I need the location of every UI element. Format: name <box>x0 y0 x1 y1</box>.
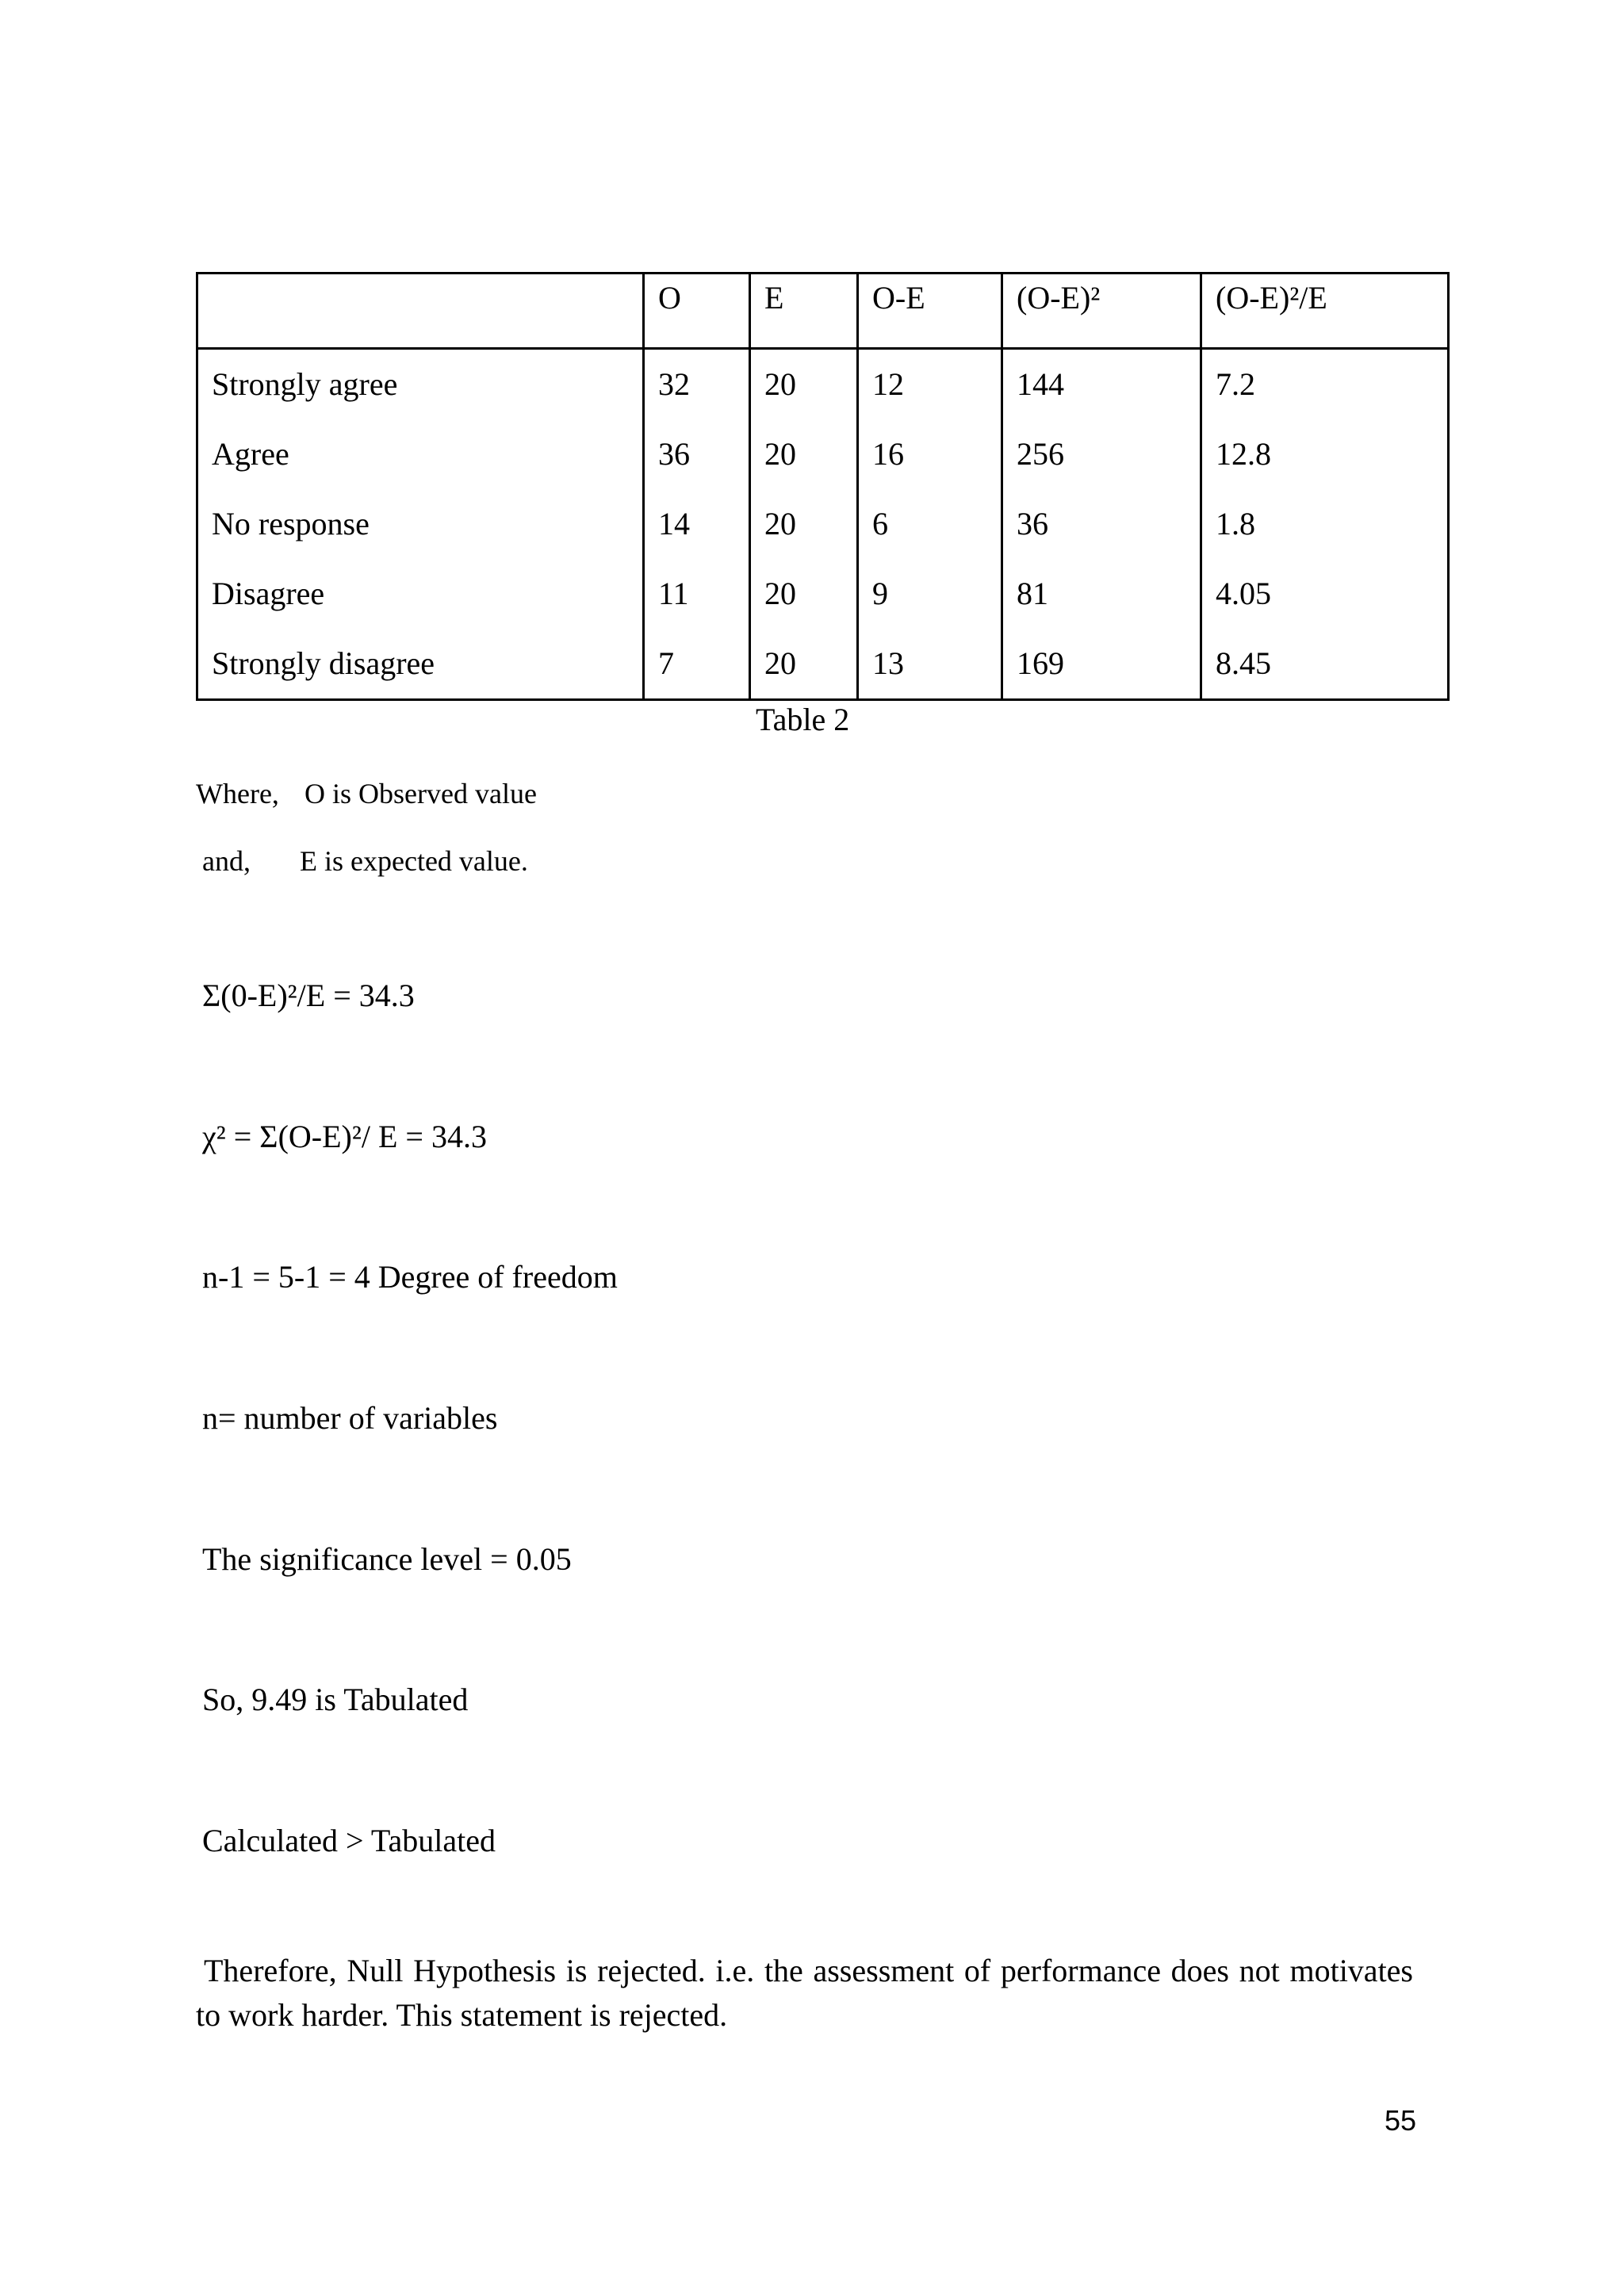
header-difference: O-E <box>858 274 1002 349</box>
tabulated-value: So, 9.49 is Tabulated <box>202 1682 469 1717</box>
cell-expected: 20 <box>750 489 858 559</box>
cell-chi-component: 4.05 <box>1201 559 1449 629</box>
cell-difference: 9 <box>858 559 1002 629</box>
table-header-row <box>197 274 1449 349</box>
table-row <box>197 629 1449 700</box>
cell-chi-component: 7.2 <box>1201 349 1449 420</box>
cell-chi-component: 12.8 <box>1201 419 1449 489</box>
degrees-of-freedom: n-1 = 5-1 = 4 Degree of freedom <box>202 1259 618 1295</box>
row-label: Disagree <box>197 559 644 629</box>
variable-definition: n= number of variables <box>202 1400 498 1436</box>
cell-difference: 13 <box>858 629 1002 700</box>
page-number: 55 <box>1385 2104 1417 2137</box>
cell-difference-squared: 169 <box>1002 629 1201 700</box>
legend-and-prefix: and, <box>202 845 251 877</box>
header-difference-squared: (O-E)² <box>1002 274 1201 349</box>
row-label: No response <box>197 489 644 559</box>
row-label: Strongly agree <box>197 349 644 420</box>
table-row <box>197 559 1449 629</box>
cell-observed: 36 <box>644 419 750 489</box>
cell-observed: 14 <box>644 489 750 559</box>
cell-chi-component: 1.8 <box>1201 489 1449 559</box>
cell-difference: 12 <box>858 349 1002 420</box>
cell-observed: 7 <box>644 629 750 700</box>
chi-square-table <box>196 272 1450 701</box>
conclusion-text: Therefore, Null Hypothesis is rejected. i.e. the assessment of performance does not motivates to work harder. This statement is rejected. <box>196 1953 1413 2033</box>
legend-expected: E is expected value. <box>300 845 528 877</box>
cell-difference-squared: 144 <box>1002 349 1201 420</box>
cell-chi-component: 8.45 <box>1201 629 1449 700</box>
cell-observed: 11 <box>644 559 750 629</box>
legend-where-prefix: Where, <box>196 778 279 809</box>
cell-difference: 16 <box>858 419 1002 489</box>
conclusion-paragraph <box>196 1949 1413 2038</box>
cell-expected: 20 <box>750 559 858 629</box>
cell-observed: 32 <box>644 349 750 420</box>
cell-difference-squared: 81 <box>1002 559 1201 629</box>
significance-level: The significance level = 0.05 <box>202 1541 572 1577</box>
row-label: Agree <box>197 419 644 489</box>
table-row <box>197 489 1449 559</box>
table-caption: Table 2 <box>756 702 850 737</box>
sum-formula: Σ(0-E)²/E = 34.3 <box>202 978 415 1013</box>
legend-observed: O is Observed value <box>304 778 537 809</box>
cell-expected: 20 <box>750 629 858 700</box>
comparison: Calculated > Tabulated <box>202 1823 496 1858</box>
table-row <box>197 349 1449 420</box>
chi-square-formula: χ² = Σ(O-E)²/ E = 34.3 <box>202 1119 487 1154</box>
cell-difference-squared: 256 <box>1002 419 1201 489</box>
row-label: Strongly disagree <box>197 629 644 700</box>
header-category <box>197 274 644 349</box>
header-chi-component: (O-E)²/E <box>1201 274 1449 349</box>
cell-difference-squared: 36 <box>1002 489 1201 559</box>
header-expected: E <box>750 274 858 349</box>
cell-expected: 20 <box>750 349 858 420</box>
table-row <box>197 419 1449 489</box>
header-observed: O <box>644 274 750 349</box>
cell-difference: 6 <box>858 489 1002 559</box>
cell-expected: 20 <box>750 419 858 489</box>
